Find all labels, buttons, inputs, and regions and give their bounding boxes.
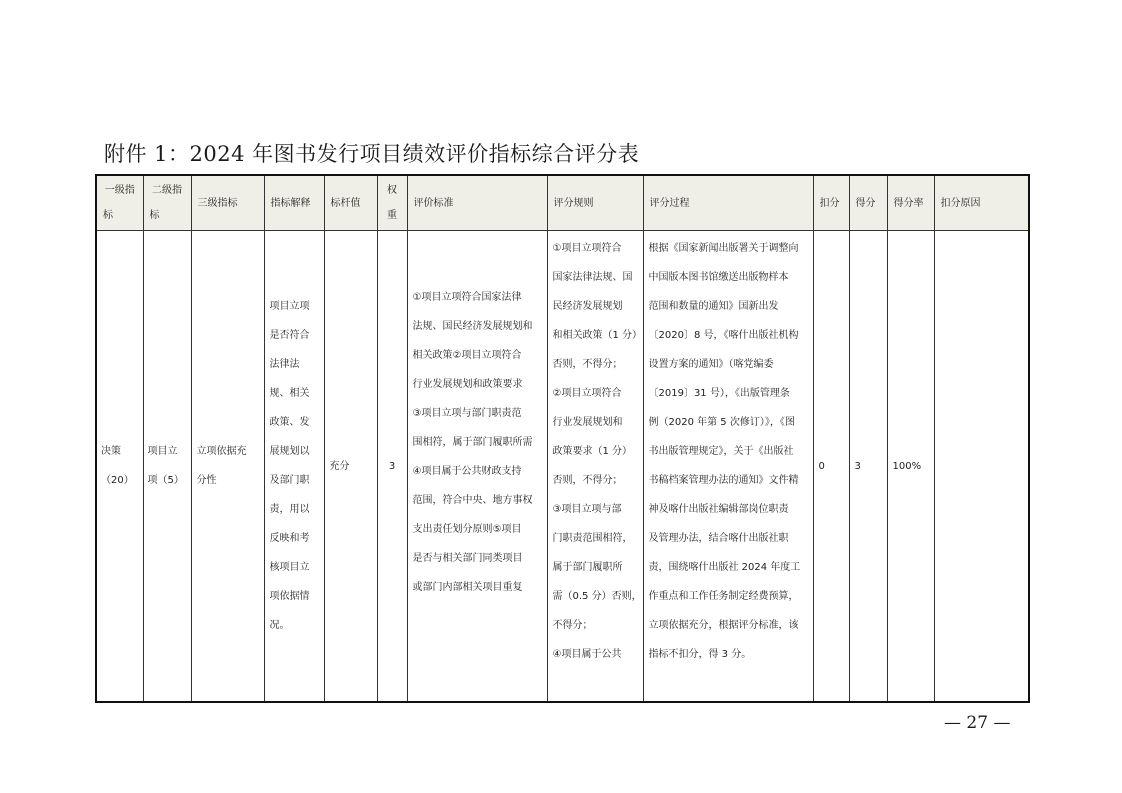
cell-level3: 立项依据充 分性 bbox=[191, 231, 264, 703]
header-score-rate: 得分率 bbox=[887, 175, 934, 231]
cell-deduction-reason bbox=[934, 231, 1029, 703]
header-level3: 三级指标 bbox=[191, 175, 264, 231]
page-title: 附件 1：2024 年图书发行项目绩效评价指标综合评分表 bbox=[104, 142, 640, 166]
header-explanation: 指标解释 bbox=[264, 175, 324, 231]
cell-score: 3 bbox=[849, 231, 887, 703]
evaluation-score-table bbox=[95, 174, 1030, 703]
cell-criteria: ①项目立项符合国家法律 法规、国民经济发展规划和 相关政策②项目立项符合 行业发展规划和政策要求 ③项目立项与部门职责范 围相符，属于部门履职所需 ④项目属于公共财政支持 范围，符合中央、地方事权 支出责任划分原则⑤项目 是否与相关部门同类项目 或部门内部相关项目重复 bbox=[407, 231, 547, 703]
page-number: — 27 — bbox=[944, 713, 1011, 733]
header-process: 评分过程 bbox=[643, 175, 813, 231]
table-row bbox=[96, 231, 1029, 703]
cell-process: 根据《国家新闻出版署关于调整向 中国版本图书馆缴送出版物样本 范围和数量的通知》国新出发 〔2020〕8 号，《喀什出版社机构 设置方案的通知》（喀党编委 〔2019〕31 号），《出版管理条 例（2020 年第 5 次修订）》，《图 书出版管理规定》，关于《出版社 书稿档案管理办法的通知》文件精 神及喀什出版社编辑部岗位职责 及管理办法，结合喀什出版社职 责，围绕喀什出版社 2024 年度工 作重点和工作任务制定经费预算， 立项依据充分，根据评分标准，该 指标不扣分，得 3 分。 bbox=[643, 231, 813, 703]
cell-level1: 决策 （20） bbox=[96, 231, 143, 703]
cell-level2: 项目立 项（5） bbox=[143, 231, 191, 703]
table-header-row bbox=[96, 175, 1029, 231]
cell-explanation: 项目立项 是否符合 法律法 规、相关 政策、发 展规划以 及部门职 责，用以 反映和考 核项目立 项依据情 况。 bbox=[264, 231, 324, 703]
cell-benchmark: 充分 bbox=[324, 231, 377, 703]
cell-score-rate: 100% bbox=[887, 231, 934, 703]
header-level1: 一级指 标 bbox=[96, 175, 143, 231]
header-rules: 评分规则 bbox=[547, 175, 643, 231]
cell-rules: ①项目立项符合 国家法律法规、国 民经济发展规划 和相关政策（1 分） 否则，不得分； ②项目立项符合 行业发展规划和 政策要求（1 分） 否则，不得分； ③项目立项与部 门职责范围相符， 属于部门履职所 需（0.5 分）否则， 不得分； ④项目属于公共 bbox=[547, 231, 643, 703]
header-weight: 权 重 bbox=[377, 175, 407, 231]
header-deduction-reason: 扣分原因 bbox=[934, 175, 1029, 231]
cell-weight: 3 bbox=[377, 231, 407, 703]
cell-deduction: 0 bbox=[813, 231, 849, 703]
header-criteria: 评价标准 bbox=[407, 175, 547, 231]
header-level2: 二级指 标 bbox=[143, 175, 191, 231]
header-benchmark: 标杆值 bbox=[324, 175, 377, 231]
header-deduction: 扣分 bbox=[813, 175, 849, 231]
header-score: 得分 bbox=[849, 175, 887, 231]
